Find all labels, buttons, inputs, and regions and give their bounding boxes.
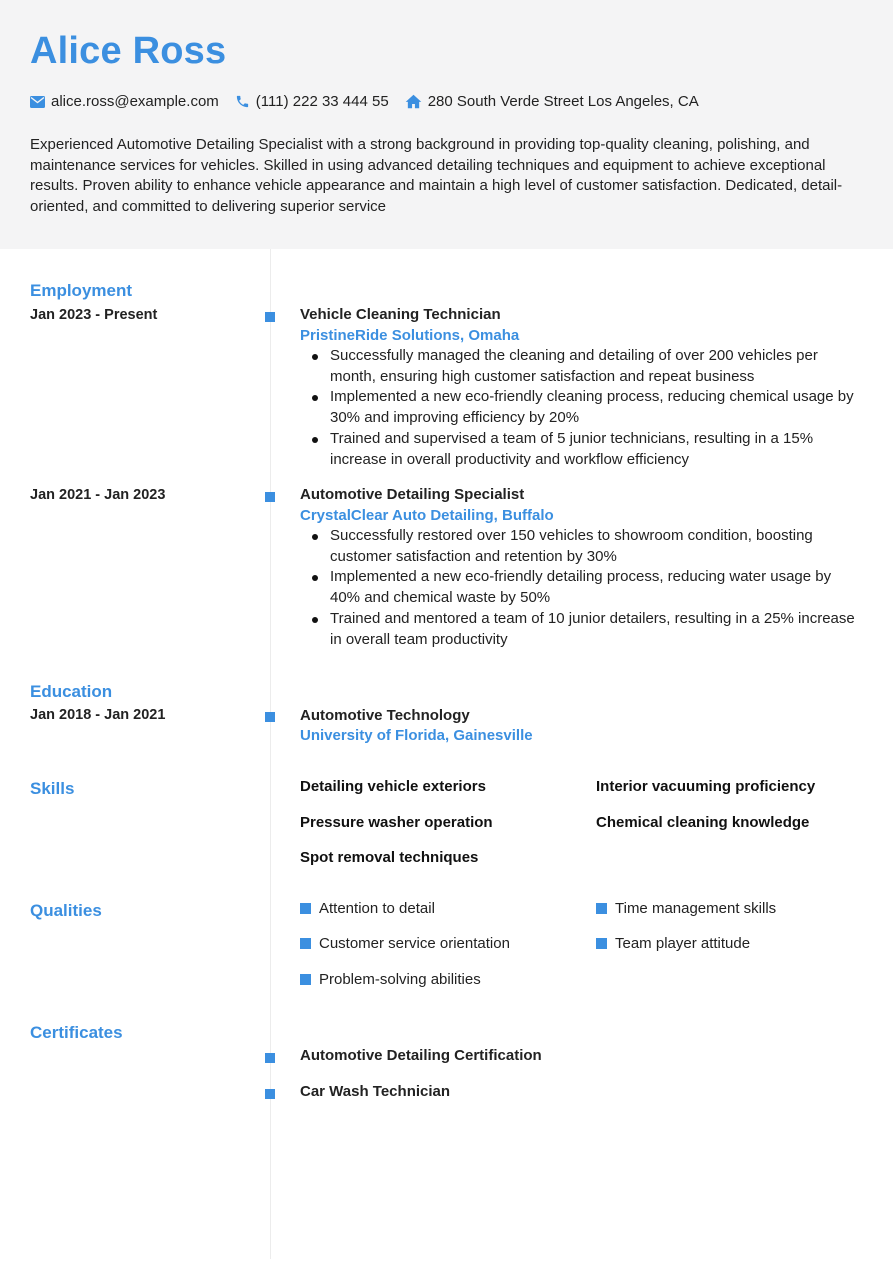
- section-title-education: Education: [30, 682, 113, 701]
- contact-phone[interactable]: [235, 93, 389, 110]
- quality-item: [596, 935, 750, 952]
- quality-label: Customer service orientation: [319, 935, 510, 952]
- quality-label: Attention to detail: [319, 900, 435, 917]
- list-item: Successfully managed the cleaning and detailing of over 200 vehicles per month, ensuring high customer satisfaction and repeat business: [330, 346, 865, 387]
- job-1-dates: Jan 2023 - Present: [30, 307, 158, 323]
- resume-header: [0, 0, 893, 249]
- skill-item: Spot removal techniques: [300, 849, 479, 866]
- quality-item: [596, 900, 776, 917]
- contact-email[interactable]: [30, 93, 219, 110]
- address-text: 280 South Verde Street Los Angeles, CA: [427, 93, 699, 110]
- job-1-position: Vehicle Cleaning Technician: [300, 306, 501, 323]
- square-bullet-icon: [300, 974, 311, 985]
- job-2-position: Automotive Detailing Specialist: [300, 486, 525, 503]
- phone-text: (111) 222 33 444 55: [255, 93, 389, 110]
- skill-item: Pressure washer operation: [300, 814, 493, 831]
- timeline-divider: [270, 249, 271, 1259]
- square-bullet-icon: [300, 903, 311, 914]
- job-2-dates: Jan 2021 - Jan 2023: [30, 487, 166, 503]
- timeline-marker: [265, 1053, 275, 1063]
- section-title-qualities: Qualities: [30, 901, 102, 920]
- quality-item: [300, 900, 435, 917]
- section-title-certificates: Certificates: [30, 1023, 123, 1042]
- skill-item: Interior vacuuming proficiency: [596, 778, 816, 795]
- email-text: alice.ross@example.com: [51, 93, 219, 110]
- section-title-employment: Employment: [30, 281, 133, 300]
- certificate-item: Car Wash Technician: [300, 1083, 451, 1100]
- timeline-marker: [265, 1089, 275, 1099]
- certificate-item: Automotive Detailing Certification: [300, 1047, 542, 1064]
- square-bullet-icon: [596, 938, 607, 949]
- quality-item: [300, 935, 510, 952]
- education-degree: Automotive Technology: [300, 707, 470, 724]
- envelope-icon: [30, 96, 45, 108]
- quality-label: Problem-solving abilities: [319, 971, 481, 988]
- skill-item: Detailing vehicle exteriors: [300, 778, 486, 795]
- job-1-achievements: [330, 346, 865, 470]
- home-icon: [405, 94, 422, 109]
- job-2-company: CrystalClear Auto Detailing, Buffalo: [300, 507, 554, 524]
- list-item: Trained and supervised a team of 5 junior technicians, resulting in a 15% increase in overall productivity and workflow efficiency: [330, 429, 865, 470]
- phone-icon: [235, 94, 250, 109]
- timeline-marker: [265, 312, 275, 322]
- list-item: Implemented a new eco-friendly detailing process, reducing water usage by 40% and chemical waste by 50%: [330, 567, 865, 608]
- list-item: Implemented a new eco-friendly cleaning process, reducing chemical usage by 30% and improving efficiency by 20%: [330, 387, 865, 428]
- job-1-company: PristineRide Solutions, Omaha: [300, 327, 520, 344]
- skill-item: Chemical cleaning knowledge: [596, 814, 810, 831]
- candidate-name: Alice Ross: [30, 30, 227, 72]
- education-dates: Jan 2018 - Jan 2021: [30, 707, 166, 723]
- quality-label: Team player attitude: [615, 935, 751, 952]
- professional-summary: Experienced Automotive Detailing Specialist with a strong background in providing top-quality cleaning, polishing, and maintenance services for vehicles. Skilled in using advanced detailing techniques and equipment to achieve exceptional results. Proven ability to enhance vehicle appearance and maintain a high level of customer satisfaction. Dedicated, detail-oriented, and committed to delivering superior service: [30, 136, 843, 216]
- contact-row: [30, 93, 715, 110]
- education-school: University of Florida, Gainesville: [300, 727, 533, 744]
- timeline-marker: [265, 492, 275, 502]
- quality-label: Time management skills: [615, 900, 777, 917]
- list-item: Trained and mentored a team of 10 junior detailers, resulting in a 25% increase in overall team productivity: [330, 609, 865, 650]
- section-title-skills: Skills: [30, 779, 75, 798]
- quality-item: [300, 971, 481, 988]
- timeline-marker: [265, 712, 275, 722]
- list-item: Successfully restored over 150 vehicles to showroom condition, boosting customer satisfaction and retention by 30%: [330, 526, 865, 567]
- square-bullet-icon: [300, 938, 311, 949]
- contact-address: [405, 93, 699, 110]
- square-bullet-icon: [596, 903, 607, 914]
- job-2-achievements: [330, 526, 865, 650]
